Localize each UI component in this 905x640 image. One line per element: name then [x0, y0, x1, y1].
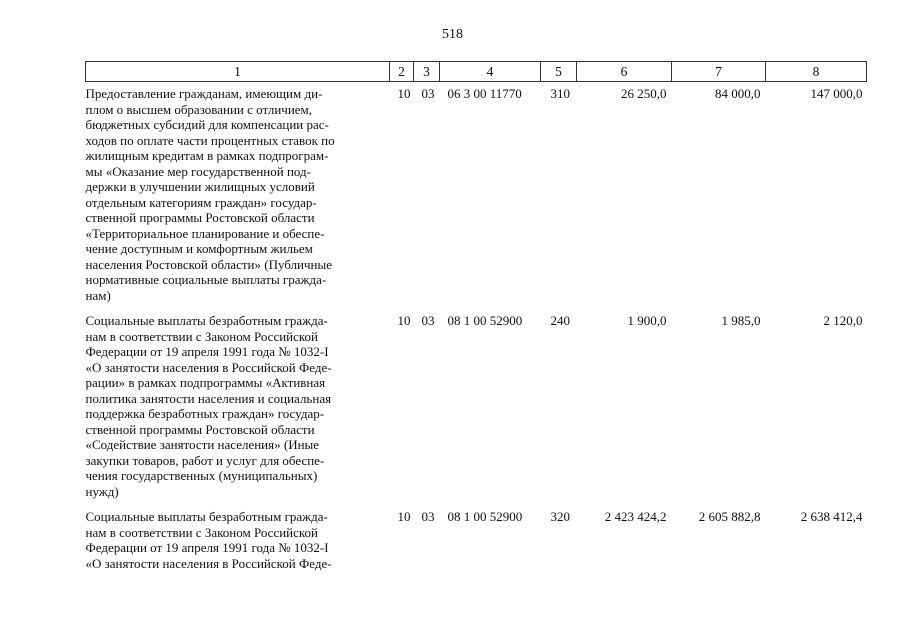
row-subsection: 03 [421, 86, 435, 101]
row-section: 10 [397, 509, 411, 524]
column-header-subsection: 3 [414, 62, 440, 82]
table-row [86, 303, 867, 499]
table-row [86, 499, 867, 571]
row-target-article: 08 1 00 52900 [447, 509, 523, 524]
page-number: 518 [442, 27, 463, 42]
row-year-2-amount: 2 605 882,8 [698, 509, 761, 524]
row-year-1-amount: 26 250,0 [621, 86, 667, 101]
row-description [86, 499, 390, 571]
row-description [86, 82, 390, 304]
row-target-article: 08 1 00 52900 [447, 313, 523, 328]
row-year-1-amount: 2 423 424,2 [604, 509, 667, 524]
row-year-1-amount: 1 900,0 [627, 313, 667, 328]
row-description-text: Социальные выплаты безработным гражда- нам в соответствии с Законом Российской Федерации от 19 апреля 1991 года № 1032-I «О занятости населения в Российской Феде- [85, 509, 332, 571]
row-year-3-amount: 2 120,0 [823, 313, 863, 328]
row-description [86, 303, 390, 499]
row-expense-type: 320 [550, 509, 570, 524]
table-row [86, 82, 867, 304]
column-header-expense-type: 5 [541, 62, 577, 82]
budget-table [85, 61, 867, 571]
row-target-article: 06 3 00 11770 [447, 86, 522, 101]
row-section: 10 [397, 86, 411, 101]
row-year-3-amount: 147 000,0 [810, 86, 863, 101]
row-expense-type: 240 [550, 313, 570, 328]
row-year-2-amount: 1 985,0 [721, 313, 761, 328]
column-header-row [86, 62, 867, 82]
row-description-text: Социальные выплаты безработным гражда- нам в соответствии с Законом Российской Федерации от 19 апреля 1991 года № 1032-I «О занятости населения в Российской Феде- рации» в рамках подпрограммы «Активная политика занятости населения и социальная поддержка безработных граждан» государ- ственной программы Ростовской области «Содействие занятости населения» (Иные закупки товаров, работ и услуг для обеспе- чения государственных (муниципальных) нужд) [85, 313, 332, 499]
column-header-description: 1 [86, 62, 390, 82]
column-header-section: 2 [390, 62, 414, 82]
row-expense-type: 310 [550, 86, 570, 101]
column-header-year-2: 7 [672, 62, 766, 82]
column-header-year-3: 8 [766, 62, 867, 82]
column-header-year-1: 6 [577, 62, 672, 82]
row-year-3-amount: 2 638 412,4 [800, 509, 863, 524]
row-subsection: 03 [421, 313, 435, 328]
row-year-2-amount: 84 000,0 [715, 86, 761, 101]
row-description-text: Предоставление гражданам, имеющим ди- плом о высшем образовании с отличием, бюджетных субсидий для компенсации рас- ходов по оплате части процентных ставок по жилищным кредитам в рамках подпрограм- мы «Оказание мер государственной под- держки в улучшении жилищных условий отдельным категориям граждан» государ- ственной программы Ростовской области «Территориальное планирование и обеспе- чение доступным и комфортным жильем населения Ростовской области» (Публичные нормативные социальные выплаты гражда- нам) [85, 86, 335, 303]
row-section: 10 [397, 313, 411, 328]
row-subsection: 03 [421, 509, 435, 524]
column-header-target-article: 4 [440, 62, 541, 82]
